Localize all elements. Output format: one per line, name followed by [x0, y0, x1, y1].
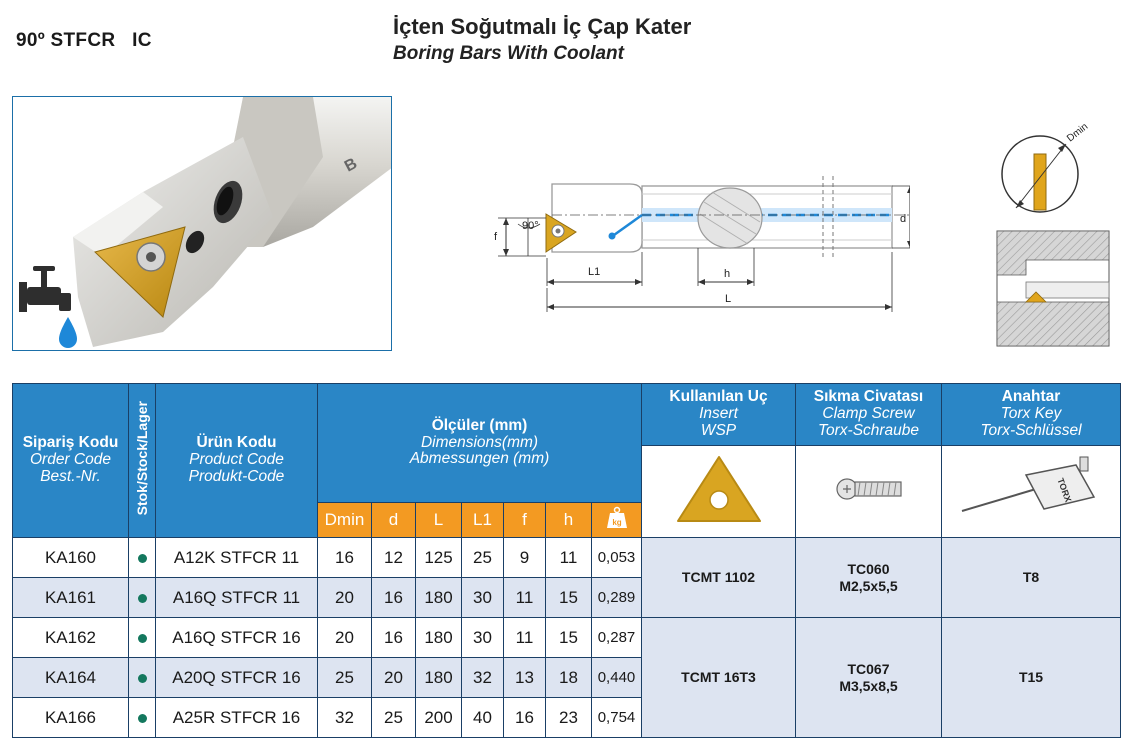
drawing-angle-label: 90°: [522, 220, 539, 232]
in-stock-dot-icon: [138, 674, 147, 683]
svg-text:B: B: [341, 155, 361, 176]
product-code-cell: A25R STFCR 16: [156, 698, 318, 738]
weight-kg-icon: [606, 506, 628, 530]
l-cell: 200: [416, 698, 462, 738]
in-stock-dot-icon: [138, 714, 147, 723]
dimensions-header: Ölçüler (mm) Dimensions(mm) Abmessungen (mm): [318, 384, 642, 503]
drawing-l-label: L: [725, 293, 732, 305]
dmin-cell: 25: [318, 658, 372, 698]
code-title: 90º STFCR IC: [16, 30, 152, 51]
insert-cell: TCMT 16T3: [642, 618, 796, 738]
d-cell: 20: [372, 658, 416, 698]
insert-header: Kullanılan Uç Insert WSP: [642, 384, 796, 446]
weight-kg-label: kg: [611, 517, 622, 527]
product-code-cell: A16Q STFCR 11: [156, 578, 318, 618]
order-code-header: Sipariş Kodu Order Code Best.-Nr.: [13, 384, 129, 538]
title-english: Boring Bars With Coolant: [393, 43, 624, 64]
dmin-cell: 20: [318, 618, 372, 658]
f-cell: 11: [504, 578, 546, 618]
insert-cell: TCMT 1102: [642, 538, 796, 618]
screw-image-cell: [796, 446, 942, 538]
stock-cell: [129, 538, 156, 578]
drawing-f-label: f: [494, 231, 498, 243]
order-code-cell: KA162: [13, 618, 129, 658]
l1-cell: 30: [462, 618, 504, 658]
f-cell: 16: [504, 698, 546, 738]
technical-drawing: [490, 172, 910, 317]
in-stock-dot-icon: [138, 594, 147, 603]
stock-cell: [129, 698, 156, 738]
order-code-cell: KA166: [13, 698, 129, 738]
weight-cell: 0,053: [592, 538, 642, 578]
order-code-cell: KA160: [13, 538, 129, 578]
dmin-cell: 20: [318, 578, 372, 618]
product-code-cell: A20Q STFCR 16: [156, 658, 318, 698]
stock-header: Stok/Stock/Lager: [129, 384, 156, 538]
d-cell: 12: [372, 538, 416, 578]
stock-cell: [129, 618, 156, 658]
drawing-h-label: h: [724, 268, 731, 280]
insert-icon: [674, 453, 764, 525]
table-row: [13, 618, 1121, 658]
torx-key-cell: T15: [942, 618, 1121, 738]
dim-col-d: d: [372, 503, 416, 538]
dim-col-l1: L1: [462, 503, 504, 538]
f-cell: 11: [504, 618, 546, 658]
l-cell: 180: [416, 658, 462, 698]
torx-key-header: Anahtar Torx Key Torx-Schlüssel: [942, 384, 1121, 446]
weight-cell: 0,289: [592, 578, 642, 618]
clamp-screw-header: Sıkma Civatası Clamp Screw Torx-Schraube: [796, 384, 942, 446]
dmin-cell: 32: [318, 698, 372, 738]
insert-image-cell: [642, 446, 796, 538]
order-code-cell: KA161: [13, 578, 129, 618]
dim-col-l: L: [416, 503, 462, 538]
order-code-cell: KA164: [13, 658, 129, 698]
l1-cell: 25: [462, 538, 504, 578]
l-cell: 125: [416, 538, 462, 578]
weight-cell: 0,440: [592, 658, 642, 698]
h-cell: 15: [546, 578, 592, 618]
dmin-cell: 16: [318, 538, 372, 578]
drawing-d-label: d: [900, 213, 907, 225]
product-photo: [12, 96, 392, 351]
h-cell: 23: [546, 698, 592, 738]
detail-dmin-label: Dmin: [1065, 121, 1091, 145]
section-detail-drawing: [996, 230, 1110, 347]
boring-bar-image: [13, 97, 392, 351]
l1-cell: 40: [462, 698, 504, 738]
stock-cell: [129, 578, 156, 618]
product-code-cell: A12K STFCR 11: [156, 538, 318, 578]
dim-col-h: h: [546, 503, 592, 538]
specification-table: [12, 383, 1121, 738]
d-cell: 16: [372, 578, 416, 618]
f-cell: 13: [504, 658, 546, 698]
dmin-detail-drawing: [996, 118, 1120, 218]
torx-key-label: TORX: [1055, 476, 1074, 504]
torx-key-cell: T8: [942, 538, 1121, 618]
h-cell: 15: [546, 618, 592, 658]
faucet-icon: [19, 266, 77, 348]
weight-cell: 0,754: [592, 698, 642, 738]
stock-cell: [129, 658, 156, 698]
l-cell: 180: [416, 618, 462, 658]
product-code-header: Ürün Kodu Product Code Produkt-Code: [156, 384, 318, 538]
table-row: [13, 538, 1121, 578]
l1-cell: 32: [462, 658, 504, 698]
in-stock-dot-icon: [138, 554, 147, 563]
f-cell: 9: [504, 538, 546, 578]
dim-col-dmin: Dmin: [318, 503, 372, 538]
dim-col-f: f: [504, 503, 546, 538]
clamp-screw-cell: TC067 M3,5x8,5: [796, 618, 942, 738]
torx-key-icon: [956, 453, 1106, 525]
d-cell: 25: [372, 698, 416, 738]
clamp-screw-cell: TC060 M2,5x5,5: [796, 538, 942, 618]
drawing-l1-label: L1: [588, 266, 601, 278]
dim-col-weight: [592, 503, 642, 538]
key-image-cell: [942, 446, 1121, 538]
d-cell: 16: [372, 618, 416, 658]
product-code-cell: A16Q STFCR 16: [156, 618, 318, 658]
title-turkish: İçten Soğutmalı İç Çap Kater: [393, 14, 692, 39]
l-cell: 180: [416, 578, 462, 618]
l1-cell: 30: [462, 578, 504, 618]
in-stock-dot-icon: [138, 634, 147, 643]
h-cell: 18: [546, 658, 592, 698]
weight-cell: 0,287: [592, 618, 642, 658]
screw-icon: [829, 467, 909, 511]
h-cell: 11: [546, 538, 592, 578]
